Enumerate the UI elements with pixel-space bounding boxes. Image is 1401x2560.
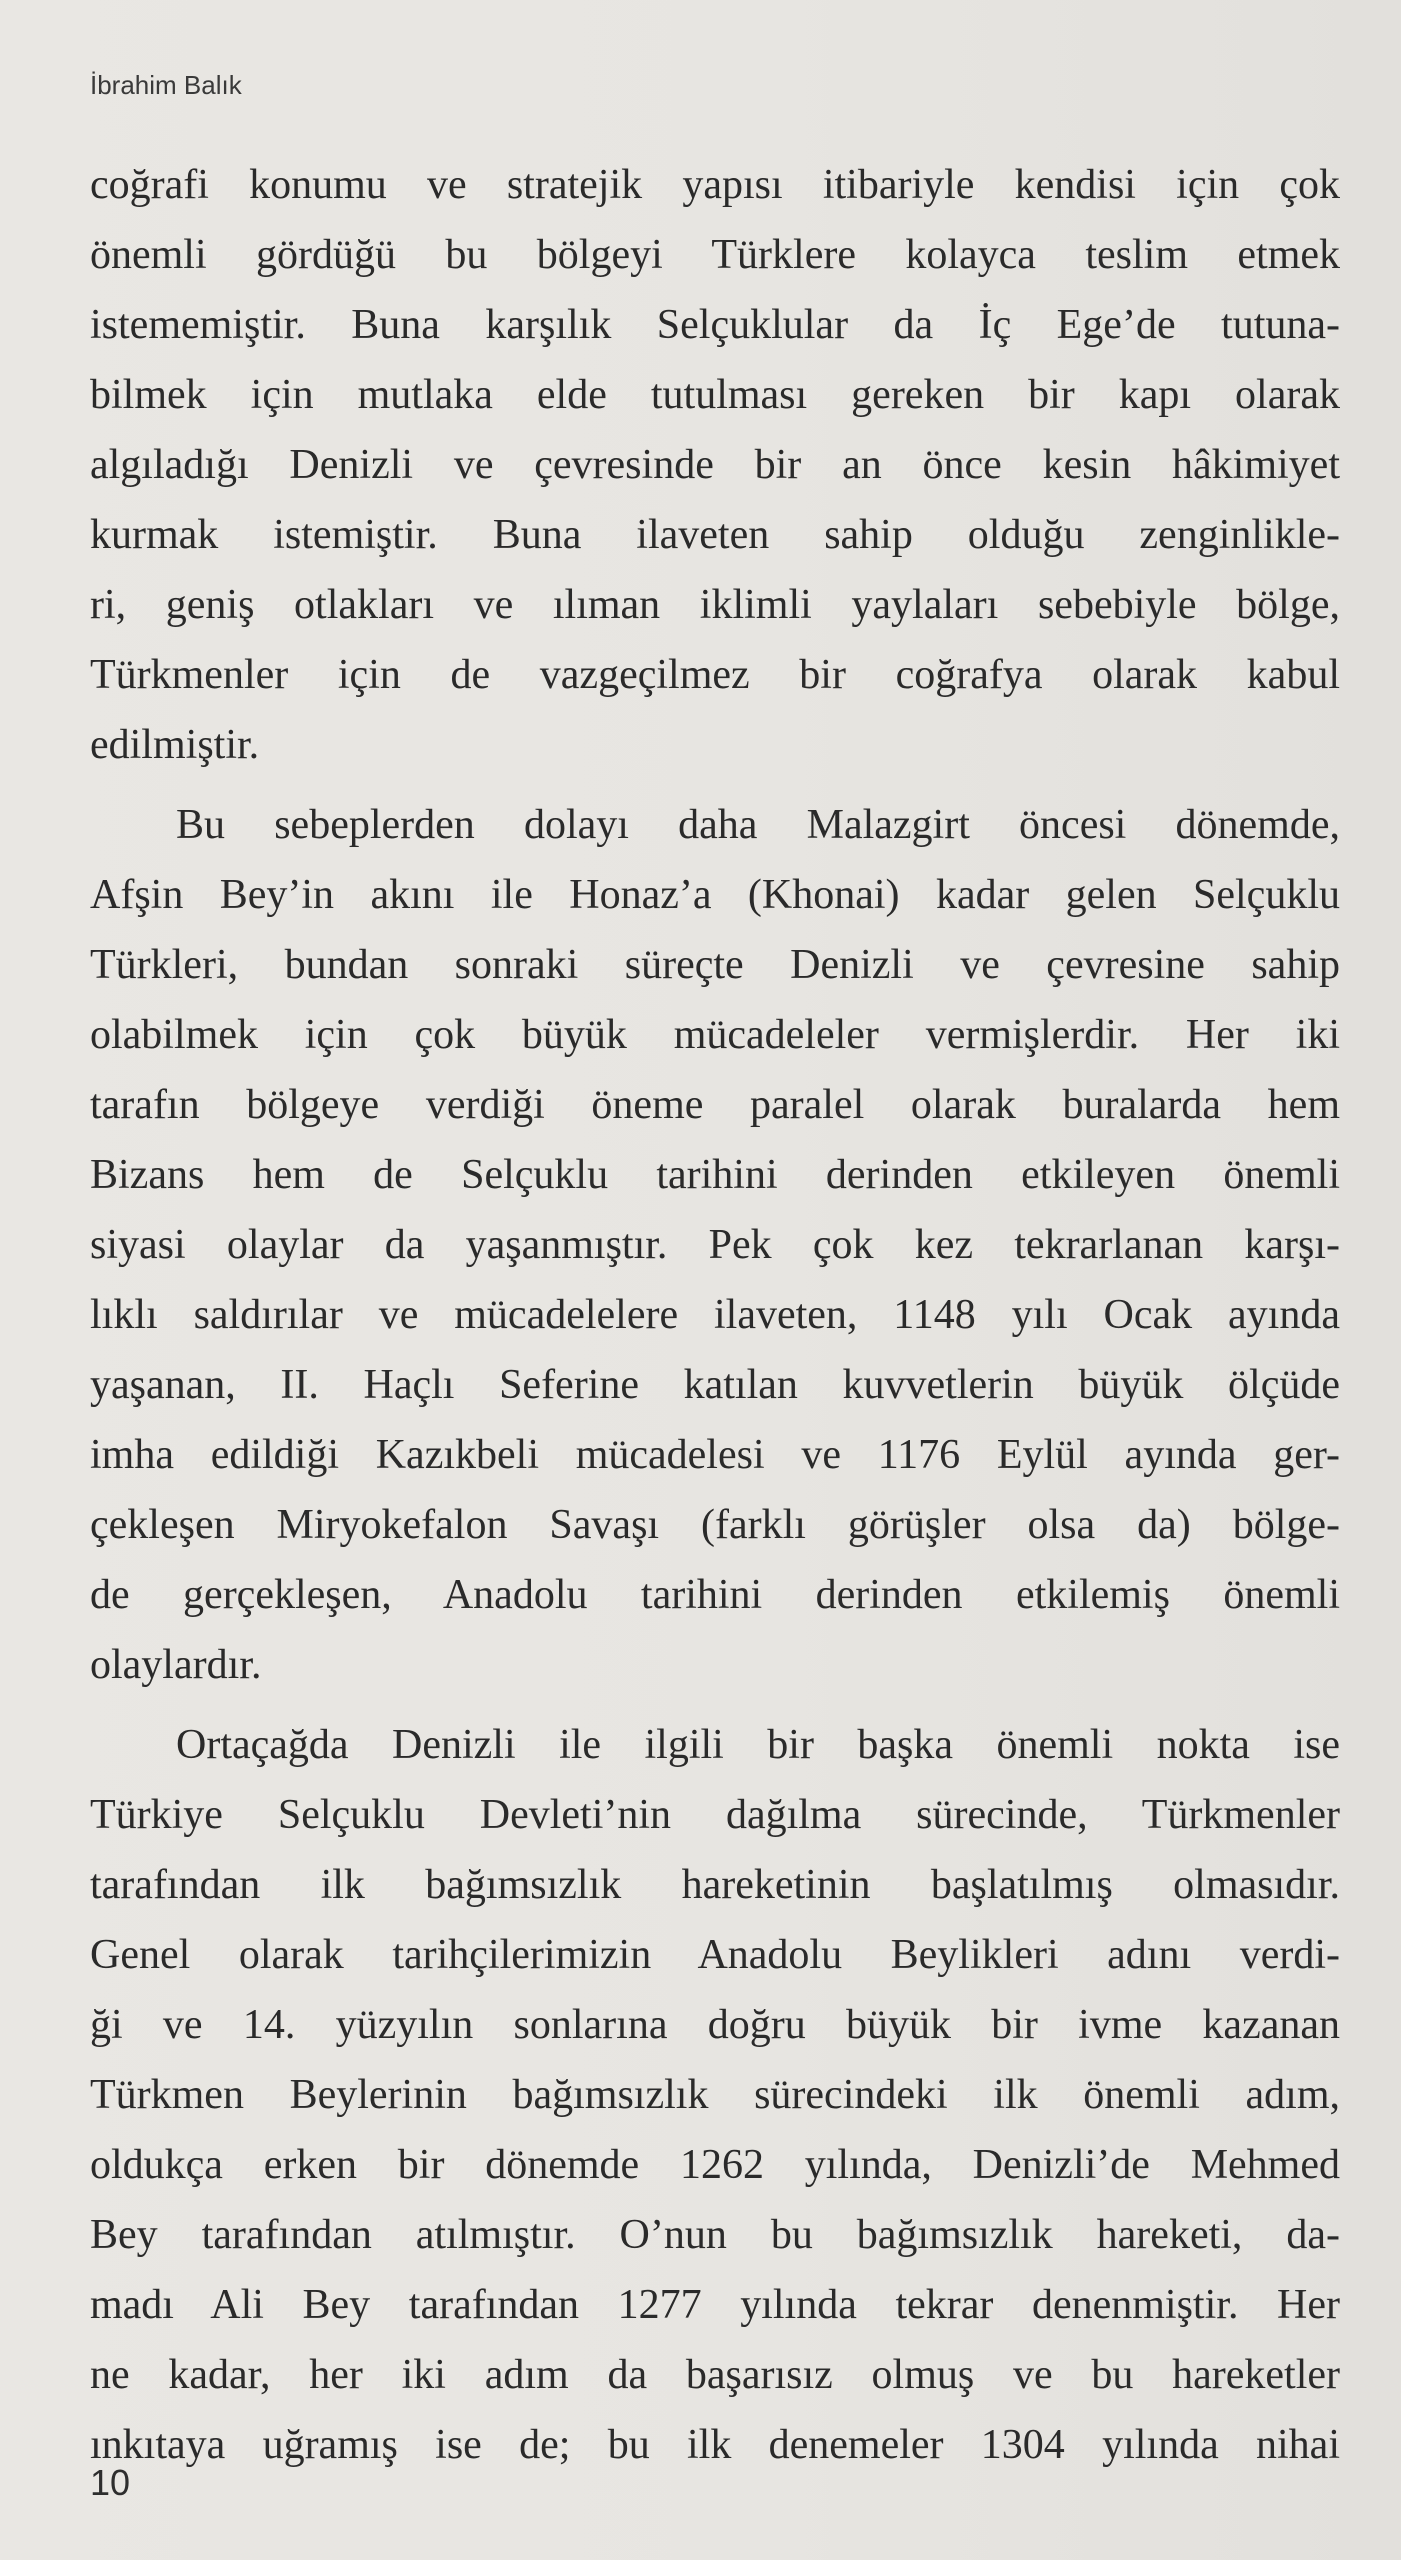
text-line: Afşin Bey’in akını ile Honaz’a (Khonai) kadar gelen Selçuklu xyxy=(90,872,1340,918)
running-head-author: İbrahim Balık xyxy=(90,70,242,100)
text-line: ne kadar, her iki adım da başarısız olmuş ve bu hareketler xyxy=(90,2352,1340,2398)
text-line: Türkleri, bundan sonraki süreçte Denizli ve çevresine sahip xyxy=(90,942,1340,988)
text-line: Bizans hem de Selçuklu tarihini derinden etkileyen önemli xyxy=(90,1152,1340,1198)
text-line: Bu sebeplerden dolayı daha Malazgirt öncesi dönemde, xyxy=(176,802,1340,848)
text-line: ınkıtaya uğramış ise de; bu ilk denemeler 1304 yılında nihai xyxy=(90,2422,1340,2468)
paragraph-3 xyxy=(90,1710,1340,2480)
text-line: algıladığı Denizli ve çevresinde bir an önce kesin hâkimiyet xyxy=(90,442,1340,488)
text-line: istememiştir. Buna karşılık Selçuklular da İç Ege’de tutuna- xyxy=(90,302,1340,348)
text-line: Genel olarak tarihçilerimizin Anadolu Beylikleri adını verdi- xyxy=(90,1932,1340,1978)
body-text xyxy=(90,150,1340,2490)
page-number: 10 xyxy=(90,2462,131,2503)
text-line: oldukça erken bir dönemde 1262 yılında, Denizli’de Mehmed xyxy=(90,2142,1340,2188)
text-line: olabilmek için çok büyük mücadeleler vermişlerdir. Her iki xyxy=(90,1012,1340,1058)
text-line: bilmek için mutlaka elde tutulması gereken bir kapı olarak xyxy=(90,372,1340,418)
text-line: coğrafi konumu ve stratejik yapısı itibariyle kendisi için çok xyxy=(90,162,1340,208)
text-line: ri, geniş otlakları ve ılıman iklimli yaylaları sebebiyle bölge, xyxy=(90,582,1340,628)
text-line: edilmiştir. xyxy=(90,722,260,768)
text-line: Bey tarafından atılmıştır. O’nun bu bağımsızlık hareketi, da- xyxy=(90,2212,1340,2258)
paragraph-2 xyxy=(90,790,1340,1700)
text-line: yaşanan, II. Haçlı Seferine katılan kuvvetlerin büyük ölçüde xyxy=(90,1362,1340,1408)
text-line: önemli gördüğü bu bölgeyi Türklere kolayca teslim etmek xyxy=(90,232,1340,278)
paragraph-1 xyxy=(90,150,1340,780)
text-line: siyasi olaylar da yaşanmıştır. Pek çok kez tekrarlanan karşı- xyxy=(90,1222,1340,1268)
text-line: Türkmen Beylerinin bağımsızlık sürecindeki ilk önemli adım, xyxy=(90,2072,1340,2118)
text-line: imha edildiği Kazıkbeli mücadelesi ve 1176 Eylül ayında ger- xyxy=(90,1432,1340,1478)
text-line: de gerçekleşen, Anadolu tarihini derinden etkilemiş önemli xyxy=(90,1572,1340,1618)
text-line: çekleşen Miryokefalon Savaşı (farklı görüşler olsa da) bölge- xyxy=(90,1502,1340,1548)
text-line: Ortaçağda Denizli ile ilgili bir başka önemli nokta ise xyxy=(176,1722,1340,1768)
text-line: tarafından ilk bağımsızlık hareketinin başlatılmış olmasıdır. xyxy=(90,1862,1340,1908)
text-line: olaylardır. xyxy=(90,1642,262,1688)
text-line: Türkmenler için de vazgeçilmez bir coğrafya olarak kabul xyxy=(90,652,1340,698)
text-line: lıklı saldırılar ve mücadelelere ilaveten, 1148 yılı Ocak ayında xyxy=(90,1292,1340,1338)
text-line: kurmak istemiştir. Buna ilaveten sahip olduğu zenginlikle- xyxy=(90,512,1340,558)
text-line: madı Ali Bey tarafından 1277 yılında tekrar denenmiştir. Her xyxy=(90,2282,1340,2328)
text-line: Türkiye Selçuklu Devleti’nin dağılma sürecinde, Türkmenler xyxy=(90,1792,1340,1838)
text-line: tarafın bölgeye verdiği öneme paralel olarak buralarda hem xyxy=(90,1082,1340,1128)
text-line: ği ve 14. yüzyılın sonlarına doğru büyük bir ivme kazanan xyxy=(90,2002,1340,2048)
